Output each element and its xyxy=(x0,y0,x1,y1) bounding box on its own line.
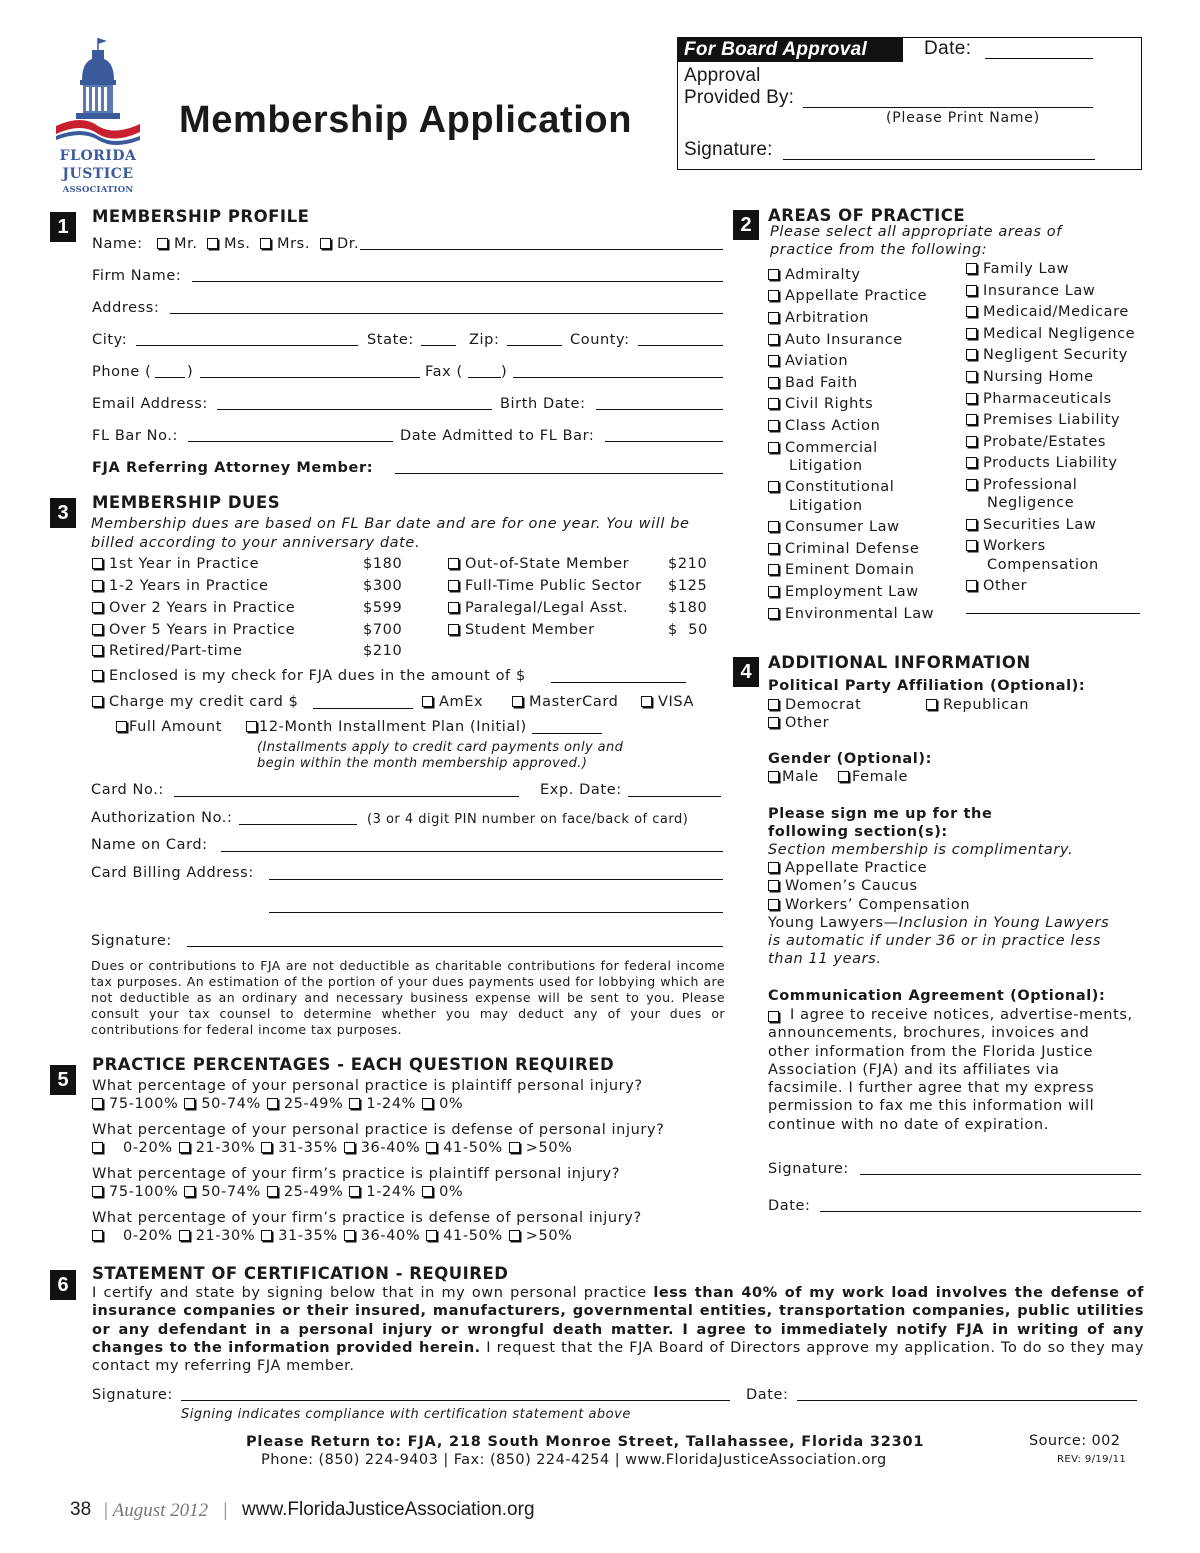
checkbox-icon xyxy=(768,608,779,619)
logo-line-3: ASSOCIATION xyxy=(62,185,134,195)
checkbox-icon xyxy=(92,602,103,613)
checkbox-icon xyxy=(179,1230,190,1241)
print-name-hint: (Please Print Name) xyxy=(886,110,1040,126)
dues-option-3[interactable]: Over 2 Years in Practice xyxy=(92,600,295,616)
provided-by-field[interactable] xyxy=(803,107,1093,108)
percent-option[interactable]: >50% xyxy=(509,1228,573,1244)
young-lawyers-line-3: than 11 years. xyxy=(768,951,882,967)
card-number-label: Card No.: xyxy=(91,782,164,798)
area-continuation: Negligence xyxy=(987,495,1075,511)
sections-label-2: following section(s): xyxy=(768,824,948,840)
billing-address-field-2[interactable] xyxy=(269,912,723,913)
fl-bar-label: FL Bar No.: xyxy=(92,428,178,444)
phone-close-paren: ) xyxy=(187,364,194,380)
checkbox-icon xyxy=(768,521,779,532)
section-5-number: 5 xyxy=(50,1065,76,1095)
board-date-field[interactable] xyxy=(985,58,1093,59)
state-label: State: xyxy=(367,332,414,348)
checkbox-icon xyxy=(320,238,331,249)
checkbox-icon xyxy=(509,1230,520,1241)
amex-option[interactable]: AmEx xyxy=(422,694,483,710)
democrat-option[interactable]: Democrat xyxy=(768,697,861,713)
checkbox-icon xyxy=(448,602,459,613)
dues-option-b-4[interactable]: Student Member xyxy=(448,622,595,638)
section-2-heading: AREAS OF PRACTICE xyxy=(768,206,966,225)
compliance-note: Signing indicates compliance with certification statement above xyxy=(181,1407,631,1422)
checkbox-icon xyxy=(92,696,103,707)
checkbox-icon xyxy=(768,586,779,597)
checkbox-icon xyxy=(768,481,779,492)
checkbox-icon xyxy=(768,442,779,453)
checkbox-icon xyxy=(768,699,779,710)
dues-option-1[interactable]: 1st Year in Practice xyxy=(92,556,259,572)
dues-option-b-2[interactable]: Full-Time Public Sector xyxy=(448,578,642,594)
birth-date-label: Birth Date: xyxy=(500,396,586,412)
checkbox-icon xyxy=(349,1098,360,1109)
installment-initial-field[interactable] xyxy=(532,733,602,734)
percent-option[interactable]: 41-50% xyxy=(426,1140,503,1156)
checkbox-icon xyxy=(260,238,271,249)
checkbox-icon xyxy=(92,624,103,635)
male-option[interactable]: Male xyxy=(768,769,819,785)
question-1-options xyxy=(92,1096,469,1112)
percent-option[interactable]: 50-74% xyxy=(184,1096,261,1112)
percent-option[interactable]: 31-35% xyxy=(261,1140,338,1156)
visa-option[interactable]: VISA xyxy=(641,694,694,710)
revision-code: REV: 9/19/11 xyxy=(1057,1454,1127,1465)
percent-option[interactable]: 0-20% xyxy=(92,1228,173,1244)
full-amount-option[interactable]: Full Amount xyxy=(116,719,222,735)
percent-option[interactable]: 25-49% xyxy=(267,1184,344,1200)
comm-date-field[interactable] xyxy=(820,1211,1141,1212)
checkbox-icon xyxy=(768,880,779,891)
area-option-2[interactable]: Appellate Practice xyxy=(768,288,927,304)
logo-line-1: FLORIDA xyxy=(59,148,137,164)
provided-by-label: Provided By: xyxy=(684,87,795,108)
area-option-b-9[interactable]: Probate/Estates xyxy=(966,434,1106,450)
area-option-15[interactable]: Environmental Law xyxy=(768,606,934,622)
communication-label: Communication Agreement (Optional): xyxy=(768,988,1106,1004)
title-mr[interactable]: Mr. xyxy=(157,236,198,252)
source-code: Source: 002 xyxy=(1029,1433,1121,1449)
fax-label: Fax ( xyxy=(425,364,463,380)
young-lawyers-line-2: is automatic if under 36 or in practice less xyxy=(768,933,1101,949)
dues-price: $599 xyxy=(363,600,403,616)
checkbox-icon xyxy=(838,771,849,782)
area-option-11[interactable]: Consumer Law xyxy=(768,519,900,535)
percent-option[interactable]: 41-50% xyxy=(426,1228,503,1244)
section-option-1[interactable]: Appellate Practice xyxy=(768,860,927,876)
section-3-number: 3 xyxy=(50,498,76,528)
dues-option-b-3[interactable]: Paralegal/Legal Asst. xyxy=(448,600,628,616)
checkbox-icon xyxy=(448,624,459,635)
percent-option[interactable]: 21-30% xyxy=(179,1140,256,1156)
gender-label: Gender (Optional): xyxy=(768,751,932,767)
checkbox-icon xyxy=(92,645,103,656)
return-address: Please Return to: FJA, 218 South Monroe Street, Tallahassee, Florida 32301 xyxy=(246,1434,925,1450)
referring-attorney-field[interactable] xyxy=(395,473,723,474)
area-option-b-8[interactable]: Premises Liability xyxy=(966,412,1120,428)
cert-date-label: Date: xyxy=(746,1387,789,1403)
checkbox-icon xyxy=(92,1142,103,1153)
billing-address-field-1[interactable] xyxy=(269,879,723,880)
checkbox-icon xyxy=(92,580,103,591)
area-continuation: Litigation xyxy=(789,498,863,514)
area-option-b-4[interactable]: Medical Negligence xyxy=(966,326,1135,342)
authorization-label: Authorization No.: xyxy=(91,810,233,826)
fax-area-field[interactable] xyxy=(468,377,501,378)
authorization-note: (3 or 4 digit PIN number on face/back of card) xyxy=(367,812,689,827)
dues-price: $300 xyxy=(363,578,403,594)
area-option-b-5[interactable]: Negligent Security xyxy=(966,347,1128,363)
phone-area-field[interactable] xyxy=(155,377,185,378)
charge-amount-field[interactable] xyxy=(313,708,413,709)
area-option-14[interactable]: Employment Law xyxy=(768,584,919,600)
sections-note: Section membership is complimentary. xyxy=(768,842,1074,858)
section-1-heading: MEMBERSHIP PROFILE xyxy=(92,207,310,226)
checkbox-icon xyxy=(92,1098,103,1109)
percent-option[interactable]: 75-100% xyxy=(92,1184,178,1200)
county-field[interactable] xyxy=(638,345,723,346)
area-option-6[interactable]: Bad Faith xyxy=(768,375,858,391)
section-1-number: 1 xyxy=(50,212,76,242)
percent-option[interactable]: 0-20% xyxy=(92,1140,173,1156)
checkbox-icon xyxy=(261,1142,272,1153)
section-option-3[interactable]: Workers’ Compensation xyxy=(768,897,970,913)
question-3-options xyxy=(92,1184,469,1200)
checkbox-icon xyxy=(92,558,103,569)
party-affiliation-label: Political Party Affiliation (Optional): xyxy=(768,678,1086,694)
section-5-heading: PRACTICE PERCENTAGES - EACH QUESTION REQUIRED xyxy=(92,1055,615,1074)
checkbox-icon xyxy=(966,306,977,317)
checkbox-icon xyxy=(966,393,977,404)
area-option-b-1[interactable]: Family Law xyxy=(966,261,1069,277)
board-approval-heading: For Board Approval xyxy=(678,38,903,62)
area-option-10[interactable]: Constitutional xyxy=(768,479,894,495)
check-amount-field[interactable] xyxy=(551,682,686,683)
checkbox-icon xyxy=(267,1186,278,1197)
area-option-4[interactable]: Auto Insurance xyxy=(768,332,903,348)
checkbox-icon xyxy=(207,238,218,249)
area-option-b-3[interactable]: Medicaid/Medicare xyxy=(966,304,1129,320)
page-number: 38 xyxy=(70,1499,92,1520)
area-option-b-2[interactable]: Insurance Law xyxy=(966,283,1095,299)
zip-field[interactable] xyxy=(507,345,562,346)
communication-text: I agree to receive notices, advertise-ments, announcements, brochures, invoices and other information from the Florida Justice Association (FJA) and its affiliates via facsimile. I further agree that my express permission to fax me this information will continue with no date of expiration. xyxy=(768,1007,1133,1133)
checkbox-icon xyxy=(448,558,459,569)
title-mrs[interactable]: Mrs. xyxy=(260,236,310,252)
contact-line: Phone: (850) 224-9403 | Fax: (850) 224-4254 | www.FloridaJusticeAssociation.org xyxy=(261,1452,887,1468)
section-4-heading: ADDITIONAL INFORMATION xyxy=(768,653,1031,672)
checkbox-icon xyxy=(768,355,779,366)
comm-signature-field[interactable] xyxy=(860,1174,1141,1175)
section-option-2[interactable]: Women’s Caucus xyxy=(768,878,918,894)
dues-signature-field[interactable] xyxy=(187,946,723,947)
referring-attorney-label: FJA Referring Attorney Member: xyxy=(92,460,374,476)
checkbox-icon xyxy=(184,1098,195,1109)
area-option-5[interactable]: Aviation xyxy=(768,353,848,369)
checkbox-icon xyxy=(184,1186,195,1197)
cert-signature-label: Signature: xyxy=(92,1387,173,1403)
checkbox-icon xyxy=(768,564,779,575)
email-field[interactable] xyxy=(217,409,492,410)
section-6-number: 6 xyxy=(50,1270,76,1300)
installment-option[interactable]: 12-Month Installment Plan (Initial) xyxy=(246,719,527,735)
young-lawyers-line-1: Young Lawyers—Inclusion in Young Lawyers xyxy=(768,915,1110,931)
question-1: What percentage of your personal practice is plaintiff personal injury? xyxy=(92,1078,643,1094)
approval-label: Approval xyxy=(684,65,761,86)
percent-option[interactable]: 31-35% xyxy=(261,1228,338,1244)
dues-option-5[interactable]: Retired/Part-time xyxy=(92,643,243,659)
tax-disclaimer: Dues or contributions to FJA are not deductible as charitable contributions for federal income tax purposes. An estimation of the portion of your dues payments used for lobbying which are not deductible as an ordinary and necessary business expense will be sent to you. Please consult your tax counsel to determine whether you may deduct any of your dues or contributions for federal income tax purposes. xyxy=(91,958,725,1037)
footer-url: www.FloridaJusticeAssociation.org xyxy=(242,1499,535,1520)
checkbox-icon xyxy=(966,328,977,339)
checkbox-icon xyxy=(422,696,433,707)
checkbox-icon xyxy=(966,457,977,468)
cert-signature-field[interactable] xyxy=(181,1400,730,1401)
address-field[interactable] xyxy=(170,313,723,314)
checkbox-icon xyxy=(344,1230,355,1241)
question-4-options xyxy=(92,1228,579,1244)
zip-label: Zip: xyxy=(469,332,500,348)
page-title: Membership Application xyxy=(179,99,633,141)
checkbox-icon xyxy=(512,696,523,707)
date-admitted-label: Date Admitted to FL Bar: xyxy=(400,428,595,444)
checkbox-icon xyxy=(768,899,779,910)
percent-option[interactable]: 0% xyxy=(422,1184,463,1200)
areas-instruction: Please select all appropriate areas of practice from the following: xyxy=(770,224,1062,258)
checkbox-icon xyxy=(768,398,779,409)
dues-price: $700 xyxy=(363,622,403,638)
area-option-b-14[interactable]: Other xyxy=(966,578,1027,594)
address-label: Address: xyxy=(92,300,160,316)
question-4: What percentage of your firm’s practice is defense of personal injury? xyxy=(92,1210,642,1226)
installment-note-1: (Installments apply to credit card payments only and xyxy=(257,740,624,755)
check-enclosed-option[interactable]: Enclosed is my check for FJA dues in the amount of $ xyxy=(92,668,526,684)
checkbox-icon xyxy=(422,1186,433,1197)
area-option-b-6[interactable]: Nursing Home xyxy=(966,369,1094,385)
checkbox-icon xyxy=(426,1142,437,1153)
dues-option-2[interactable]: 1-2 Years in Practice xyxy=(92,578,269,594)
exp-date-label: Exp. Date: xyxy=(540,782,622,798)
female-option[interactable]: Female xyxy=(838,769,908,785)
checkbox-icon xyxy=(267,1098,278,1109)
question-3: What percentage of your firm’s practice is plaintiff personal injury? xyxy=(92,1166,620,1182)
checkbox-icon xyxy=(448,580,459,591)
exp-date-field[interactable] xyxy=(628,796,721,797)
fax-close-paren: ) xyxy=(501,364,508,380)
phone-label: Phone ( xyxy=(92,364,152,380)
dues-signature-label: Signature: xyxy=(91,933,172,949)
firm-name-label: Firm Name: xyxy=(92,268,182,284)
area-option-b-11[interactable]: Professional xyxy=(966,477,1077,493)
checkbox-icon xyxy=(246,721,257,732)
checkbox-icon xyxy=(768,543,779,554)
checkbox-icon xyxy=(966,519,977,530)
checkbox-icon xyxy=(768,717,779,728)
question-2: What percentage of your personal practice is defense of personal injury? xyxy=(92,1122,665,1138)
city-label: City: xyxy=(92,332,128,348)
checkbox-icon xyxy=(768,420,779,431)
sections-label-1: Please sign me up for the xyxy=(768,806,993,822)
county-label: County: xyxy=(570,332,630,348)
checkbox-icon xyxy=(426,1230,437,1241)
state-field[interactable] xyxy=(421,345,456,346)
comm-date-label: Date: xyxy=(768,1198,811,1214)
checkbox-icon xyxy=(116,721,127,732)
checkbox-icon xyxy=(966,479,977,490)
board-date-label: Date: xyxy=(924,38,972,59)
section-6-heading: STATEMENT OF CERTIFICATION - REQUIRED xyxy=(92,1264,509,1283)
party-other-option[interactable]: Other xyxy=(768,715,829,731)
fax-field[interactable] xyxy=(513,377,723,378)
board-approval-box xyxy=(677,37,1142,170)
area-option-8[interactable]: Class Action xyxy=(768,418,880,434)
firm-name-field[interactable] xyxy=(192,281,723,282)
checkbox-icon xyxy=(966,263,977,274)
percent-option[interactable]: 1-24% xyxy=(349,1096,416,1112)
card-number-field[interactable] xyxy=(174,796,519,797)
checkbox-icon xyxy=(641,696,652,707)
dues-price: $180 xyxy=(363,556,403,572)
checkbox-icon xyxy=(926,699,937,710)
checkbox-icon xyxy=(509,1142,520,1153)
charge-card-option[interactable]: Charge my credit card $ xyxy=(92,694,298,710)
checkbox-icon xyxy=(768,862,779,873)
percent-option[interactable]: 36-40% xyxy=(344,1228,421,1244)
percent-option[interactable]: 1-24% xyxy=(349,1184,416,1200)
checkbox-icon xyxy=(966,371,977,382)
checkbox-icon xyxy=(966,414,977,425)
title-ms[interactable]: Ms. xyxy=(207,236,250,252)
area-option-9[interactable]: Commercial xyxy=(768,440,878,456)
mastercard-option[interactable]: MasterCard xyxy=(512,694,618,710)
checkbox-icon xyxy=(92,1186,103,1197)
city-field[interactable] xyxy=(136,345,358,346)
name-on-card-label: Name on Card: xyxy=(91,837,208,853)
checkbox-icon xyxy=(349,1186,360,1197)
checkbox-icon xyxy=(966,580,977,591)
area-option-b-10[interactable]: Products Liability xyxy=(966,455,1118,471)
dues-price: $180 xyxy=(668,600,708,616)
checkbox-icon xyxy=(966,349,977,360)
area-option-b-13[interactable]: Workers xyxy=(966,538,1046,554)
issue-date: | August 2012 | xyxy=(103,1500,228,1521)
checkbox-icon xyxy=(422,1098,433,1109)
phone-field[interactable] xyxy=(200,377,420,378)
checkbox-icon xyxy=(92,670,103,681)
checkbox-icon xyxy=(768,290,779,301)
percent-option[interactable]: >50% xyxy=(509,1140,573,1156)
authorization-field[interactable] xyxy=(239,824,357,825)
cert-date-field[interactable] xyxy=(797,1400,1137,1401)
percent-option[interactable]: 75-100% xyxy=(92,1096,178,1112)
checkbox-icon xyxy=(966,436,977,447)
board-signature-field[interactable] xyxy=(783,159,1095,160)
installment-note-2: begin within the month membership approved.) xyxy=(257,756,588,771)
area-option-b-12[interactable]: Securities Law xyxy=(966,517,1096,533)
name-on-card-field[interactable] xyxy=(221,851,723,852)
certification-text: I certify and state by signing below that in my own personal practice less than 40% of my work load involves the defense of insurance companies or their insured, manufacturers, governmental entities, transportation companies, public utilities or any defendant in a personal injury or wrongful death matter. I agree to immediately notify FJA in writing of any changes to the information provided herein. I request that the FJA Board of Directors approve my application. To do so they may contact my referring FJA member. xyxy=(92,1285,1144,1375)
checkbox-icon xyxy=(768,269,779,280)
name-field[interactable] xyxy=(360,249,723,250)
checkbox-icon xyxy=(768,312,779,323)
comm-signature-label: Signature: xyxy=(768,1161,849,1177)
billing-address-label: Card Billing Address: xyxy=(91,865,254,881)
checkbox-icon xyxy=(966,540,977,551)
area-continuation: Litigation xyxy=(789,458,863,474)
percent-option[interactable]: 50-74% xyxy=(184,1184,261,1200)
checkbox-icon xyxy=(92,1230,103,1241)
checkbox-icon xyxy=(179,1142,190,1153)
percent-option[interactable]: 36-40% xyxy=(344,1140,421,1156)
checkbox-icon xyxy=(344,1142,355,1153)
area-option-1[interactable]: Admiralty xyxy=(768,267,861,283)
fl-bar-field[interactable] xyxy=(188,441,393,442)
percent-option[interactable]: 21-30% xyxy=(179,1228,256,1244)
fja-logo xyxy=(52,36,144,200)
percent-option[interactable]: 25-49% xyxy=(267,1096,344,1112)
checkbox-icon xyxy=(966,285,977,296)
other-area-field[interactable] xyxy=(966,613,1140,614)
checkbox-icon xyxy=(157,238,168,249)
checkbox-icon xyxy=(261,1230,272,1241)
section-4-number: 4 xyxy=(733,657,759,687)
area-option-b-7[interactable]: Pharmaceuticals xyxy=(966,391,1112,407)
email-label: Email Address: xyxy=(92,396,208,412)
section-2-number: 2 xyxy=(733,210,759,240)
area-option-13[interactable]: Eminent Domain xyxy=(768,562,915,578)
dues-price: $ 50 xyxy=(668,622,708,638)
date-admitted-field[interactable] xyxy=(605,441,723,442)
question-2-options xyxy=(92,1140,579,1156)
percent-option[interactable]: 0% xyxy=(422,1096,463,1112)
dues-option-4[interactable]: Over 5 Years in Practice xyxy=(92,622,295,638)
checkbox-icon xyxy=(768,334,779,345)
area-option-7[interactable]: Civil Rights xyxy=(768,396,873,412)
dues-price: $125 xyxy=(668,578,708,594)
checkbox-icon xyxy=(768,377,779,388)
logo-line-2: JUSTICE xyxy=(62,166,134,182)
title-dr[interactable]: Dr. xyxy=(320,236,359,252)
board-signature-label: Signature: xyxy=(684,139,773,160)
capitol-dome-icon xyxy=(52,36,144,148)
republican-option[interactable]: Republican xyxy=(926,697,1029,713)
birth-date-field[interactable] xyxy=(596,409,723,410)
area-option-3[interactable]: Arbitration xyxy=(768,310,869,326)
area-continuation: Compensation xyxy=(987,557,1099,573)
area-option-12[interactable]: Criminal Defense xyxy=(768,541,919,557)
name-label: Name: xyxy=(92,236,143,252)
dues-description: Membership dues are based on FL Bar date and are for one year. You will be billed according to your anniversary date. xyxy=(91,516,690,551)
dues-price: $210 xyxy=(668,556,708,572)
checkbox-icon xyxy=(768,771,779,782)
dues-price: $210 xyxy=(363,643,403,659)
dues-option-b-1[interactable]: Out-of-State Member xyxy=(448,556,629,572)
section-3-heading: MEMBERSHIP DUES xyxy=(92,493,281,512)
